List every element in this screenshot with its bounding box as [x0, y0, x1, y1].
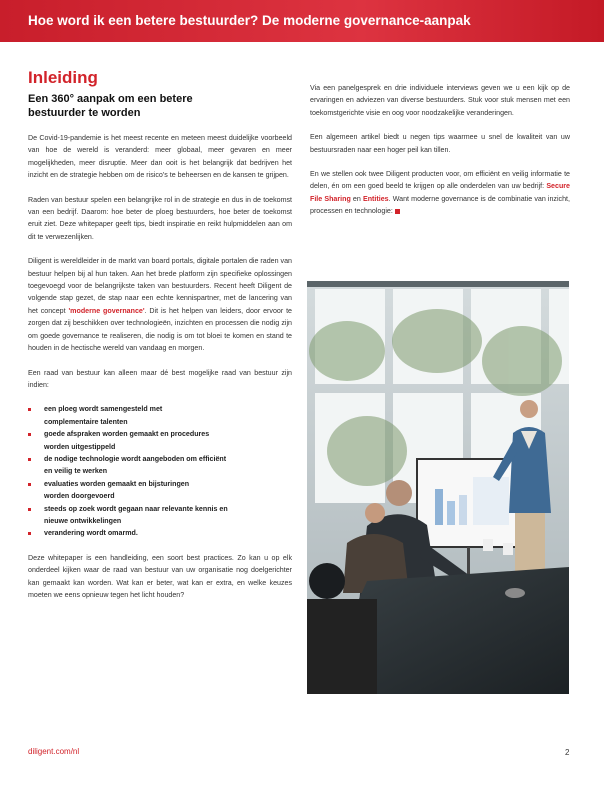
- header-banner: [0, 0, 604, 42]
- right-paragraph-1: Via een panelgesprek en drie individuele interviews geven we u een kijk op de ervaringen en adviezen van diverse bestuurders. Stuk voor stuk mensen met een toekomstgerichte visie en oog voor noodzakelijke veranderingen.: [310, 84, 570, 117]
- list-item: verandering wordt omarmd.: [28, 527, 292, 539]
- intro-paragraph-5: Deze whitepaper is een handleiding, een soort best practices. Zo kan u op elk onderdeel kijken waar de raad van bestuur van uw organisatie nog doelgerichter kan gemaakt kan worden. Wat kan er beter, wat kan er extra, en welke keuzes moeten we eens opnieuw tegen het licht houden?: [28, 553, 292, 599]
- bullet-icon: [28, 532, 31, 535]
- list-item: steeds op zoek wordt gegaan naar relevante kennis en nieuwe ontwikkelingen: [28, 503, 292, 528]
- intro-paragraph-3: [28, 255, 292, 354]
- p3-right-after: . Want moderne governance is de combinatie van inzicht, processen en technologie:: [310, 194, 570, 216]
- intro-paragraph-4: Een raad van bestuur kan alleen maar dé best mogelijke raad van bestuur zijn indien:: [28, 368, 292, 389]
- entities-link[interactable]: Entities: [362, 194, 389, 203]
- bullet-icon: [28, 433, 31, 436]
- section-title: Inleiding: [28, 68, 98, 87]
- right-paragraph-3: [310, 168, 570, 218]
- right-paragraph-2: Een algemeen artikel biedt u negen tips waarmee u snel de kwaliteit van uw bestuursraden naar een hoger peil kan tillen.: [310, 133, 570, 154]
- website-link[interactable]: diligent.com/nl: [28, 747, 80, 756]
- bullet-icon: [28, 408, 31, 411]
- intro-paragraph-1: De Covid-19-pandemie is het meest recente en meteen meest duidelijke voorbeeld van hoe de wereld is veranderd: meer globaal, meer gevaren en meer mogelijkheden, meer disruptie. Meer dan ooit is het belangrijk dat bedrijven het inzicht en de strategie hebben om de risico's te beheersen en de kansen te grijpen.: [28, 134, 292, 180]
- intro-paragraph-2: Raden van bestuur spelen een belangrijke rol in de strategie en dus in de toekomst van een bedrijf. Daarom: hoe beter de ploeg bestuurders, hoe beter de toekomst eruit ziet. Deze whitepaper geeft tips, biedt inspiratie en reikt hulpmiddelen aan om dit te verwezenlijken.: [28, 195, 292, 241]
- bullet-icon: [28, 483, 31, 486]
- list-item: de nodige technologie wordt aangeboden om efficiënt en veilig te werken: [28, 453, 292, 478]
- p3-right-before: En we stellen ook twee Diligent producten voor, om efficiënt en veilig informatie te delen, én om een goed beeld te krijgen op alle onderdelen van uw bedrijf:: [310, 170, 570, 191]
- end-square-icon: [395, 209, 400, 214]
- boardroom-photo: [307, 281, 569, 694]
- list-item: evaluaties worden gemaakt en bijsturingen worden doorgevoerd: [28, 478, 292, 503]
- p3-text-after: . Dit is het helpen van leiders, door ervoor te zorgen dat zij beschikken over technologieën, inzichten en processen die nodig zijn om goede governance te realiseren, die nodig is om tot bloei te komen en stand te houden in de hectische wereld van vandaag en morgen.: [28, 306, 292, 353]
- secure-file-sharing-link[interactable]: Secure File Sharing: [310, 182, 570, 203]
- subtitle-line-2: bestuurder te worden: [28, 107, 141, 119]
- bullet-icon: [28, 458, 31, 461]
- page-number: 2: [565, 748, 570, 757]
- list-item: goede afspraken worden gemaakt en procedures worden uitgestippeld: [28, 428, 292, 453]
- p3-text-before: Diligent is wereldleider in de markt van board portals, digitale portalen die raden van bestuur helpen bij al hun taken. Aan het brede platform zijn specifieke oplossingen toegevoegd voor de belangrijkste taken van bestuurders. Recent heeft Diligent de volgende stap gezet, de stap naar een echte kennispartner, met de lancering van het concept: [28, 257, 292, 315]
- conditions-list: [28, 403, 292, 539]
- list-item: een ploeg wordt samengesteld met complementaire talenten: [28, 403, 292, 428]
- section-subtitle: [28, 92, 292, 120]
- p3-right-mid: en: [350, 194, 363, 203]
- left-column: [28, 68, 292, 613]
- moderne-governance-highlight: 'moderne governance': [68, 306, 145, 315]
- subtitle-line-1: Een 360° aanpak om een betere: [28, 93, 193, 105]
- document-title: Hoe word ik een betere bestuurder? De moderne governance-aanpak: [28, 13, 471, 28]
- right-column: [310, 82, 570, 230]
- bullet-icon: [28, 508, 31, 511]
